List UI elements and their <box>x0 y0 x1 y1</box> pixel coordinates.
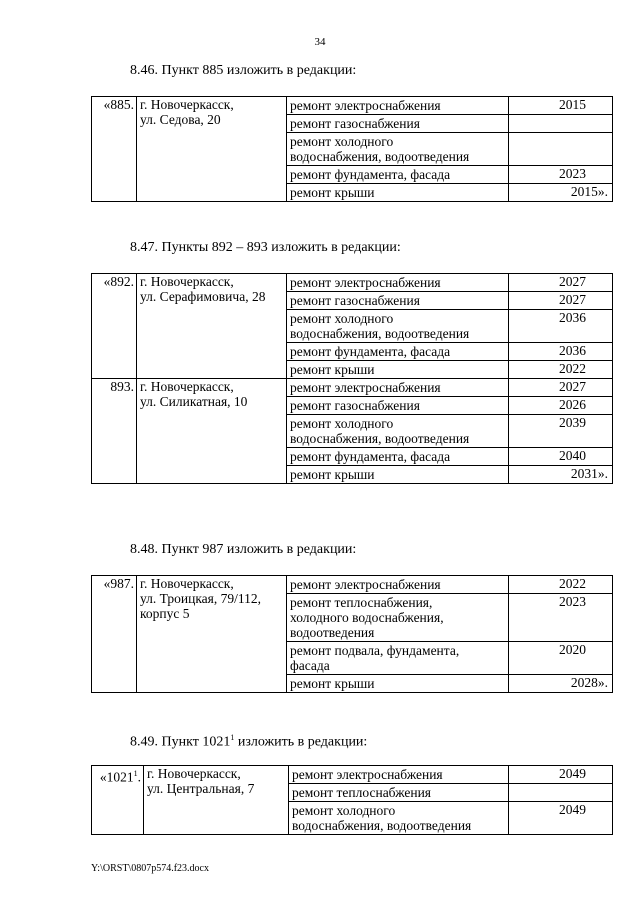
table-row <box>92 576 613 594</box>
work-type-cell: ремонт фундамента, фасада <box>287 448 509 466</box>
page-number: 34 <box>314 36 326 48</box>
work-type-cell: ремонт электроснабжения <box>287 274 509 292</box>
file-path-footer: Y:\ORST\0807p574.f23.docx <box>91 863 209 874</box>
table-row <box>92 766 613 784</box>
heading-superscript: 1 <box>230 733 235 742</box>
address-cell: г. Новочеркасск, ул. Седова, 20 <box>137 97 287 202</box>
address-cell: г. Новочеркасск, ул. Серафимовича, 28 <box>137 274 287 379</box>
section-table <box>91 765 613 835</box>
section-table <box>91 575 613 693</box>
work-type-cell: ремонт теплоснабжения, холодного водоснабжения, водоотведения <box>287 594 509 642</box>
item-number-rest: . <box>137 769 141 785</box>
item-number <box>92 97 137 202</box>
year-cell: 2036 <box>509 343 613 361</box>
year-cell: 2036 <box>509 310 613 343</box>
year-cell: 2022 <box>509 576 613 594</box>
address-cell: г. Новочеркасск, ул. Троицкая, 79/112, корпус 5 <box>137 576 287 693</box>
work-type-cell: ремонт крыши <box>287 466 509 484</box>
work-type-cell: ремонт фундамента, фасада <box>287 343 509 361</box>
year-cell: 2027 <box>509 292 613 310</box>
heading-text: 8.49. Пункт 1021 <box>130 734 231 750</box>
work-type-cell: ремонт холодного водоснабжения, водоотведения <box>289 802 509 835</box>
heading-rest: изложить в редакции: <box>234 734 368 750</box>
work-type-cell: ремонт холодного водоснабжения, водоотведения <box>287 415 509 448</box>
year-cell: 2023 <box>509 166 613 184</box>
year-cell: 2049 <box>509 766 613 784</box>
year-cell: 2015». <box>509 184 613 202</box>
address-cell: г. Новочеркасск, ул. Центральная, 7 <box>144 766 289 835</box>
item-number-text: 893. <box>110 379 134 394</box>
item-number <box>92 766 144 835</box>
year-cell: 2049 <box>509 802 613 835</box>
year-cell: 2027 <box>509 274 613 292</box>
item-number-text: «885. <box>103 97 134 112</box>
work-type-cell: ремонт электроснабжения <box>287 379 509 397</box>
address-cell: г. Новочеркасск, ул. Силикатная, 10 <box>137 379 287 484</box>
work-type-cell: ремонт газоснабжения <box>287 397 509 415</box>
work-type-cell: ремонт крыши <box>287 675 509 693</box>
section-heading: 8.48. Пункт 987 изложить в редакции: <box>130 542 357 557</box>
work-type-cell: ремонт теплоснабжения <box>289 784 509 802</box>
year-cell: 2027 <box>509 379 613 397</box>
table-row <box>92 379 613 397</box>
work-type-cell: ремонт крыши <box>287 184 509 202</box>
year-cell <box>509 784 613 802</box>
work-type-cell: ремонт газоснабжения <box>287 292 509 310</box>
year-cell <box>509 115 613 133</box>
item-number <box>92 576 137 693</box>
work-type-cell: ремонт электроснабжения <box>289 766 509 784</box>
year-cell: 2026 <box>509 397 613 415</box>
item-number-superscript: 1 <box>133 769 138 778</box>
section-table <box>91 96 613 202</box>
work-type-cell: ремонт электроснабжения <box>287 576 509 594</box>
work-type-cell: ремонт холодного водоснабжения, водоотведения <box>287 310 509 343</box>
year-cell: 2039 <box>509 415 613 448</box>
work-type-cell: ремонт крыши <box>287 361 509 379</box>
section-heading: 8.46. Пункт 885 изложить в редакции: <box>130 63 357 78</box>
section-heading <box>130 733 367 751</box>
year-cell <box>509 133 613 166</box>
year-cell: 2040 <box>509 448 613 466</box>
section-table <box>91 273 613 484</box>
year-cell: 2015 <box>509 97 613 115</box>
year-cell: 2023 <box>509 594 613 642</box>
item-number-text: «892. <box>103 274 134 289</box>
item-number-text: «987. <box>103 576 134 591</box>
year-cell: 2022 <box>509 361 613 379</box>
item-number <box>92 379 137 484</box>
work-type-cell: ремонт электроснабжения <box>287 97 509 115</box>
item-number-text: «1021 <box>99 769 134 785</box>
work-type-cell: ремонт газоснабжения <box>287 115 509 133</box>
item-number <box>92 274 137 379</box>
work-type-cell: ремонт холодного водоснабжения, водоотведения <box>287 133 509 166</box>
table-row <box>92 274 613 292</box>
year-cell: 2020 <box>509 642 613 675</box>
table-row <box>92 97 613 115</box>
year-cell: 2031». <box>509 466 613 484</box>
section-heading: 8.47. Пункты 892 – 893 изложить в редакции: <box>130 240 401 255</box>
year-cell: 2028». <box>509 675 613 693</box>
work-type-cell: ремонт фундамента, фасада <box>287 166 509 184</box>
work-type-cell: ремонт подвала, фундамента, фасада <box>287 642 509 675</box>
